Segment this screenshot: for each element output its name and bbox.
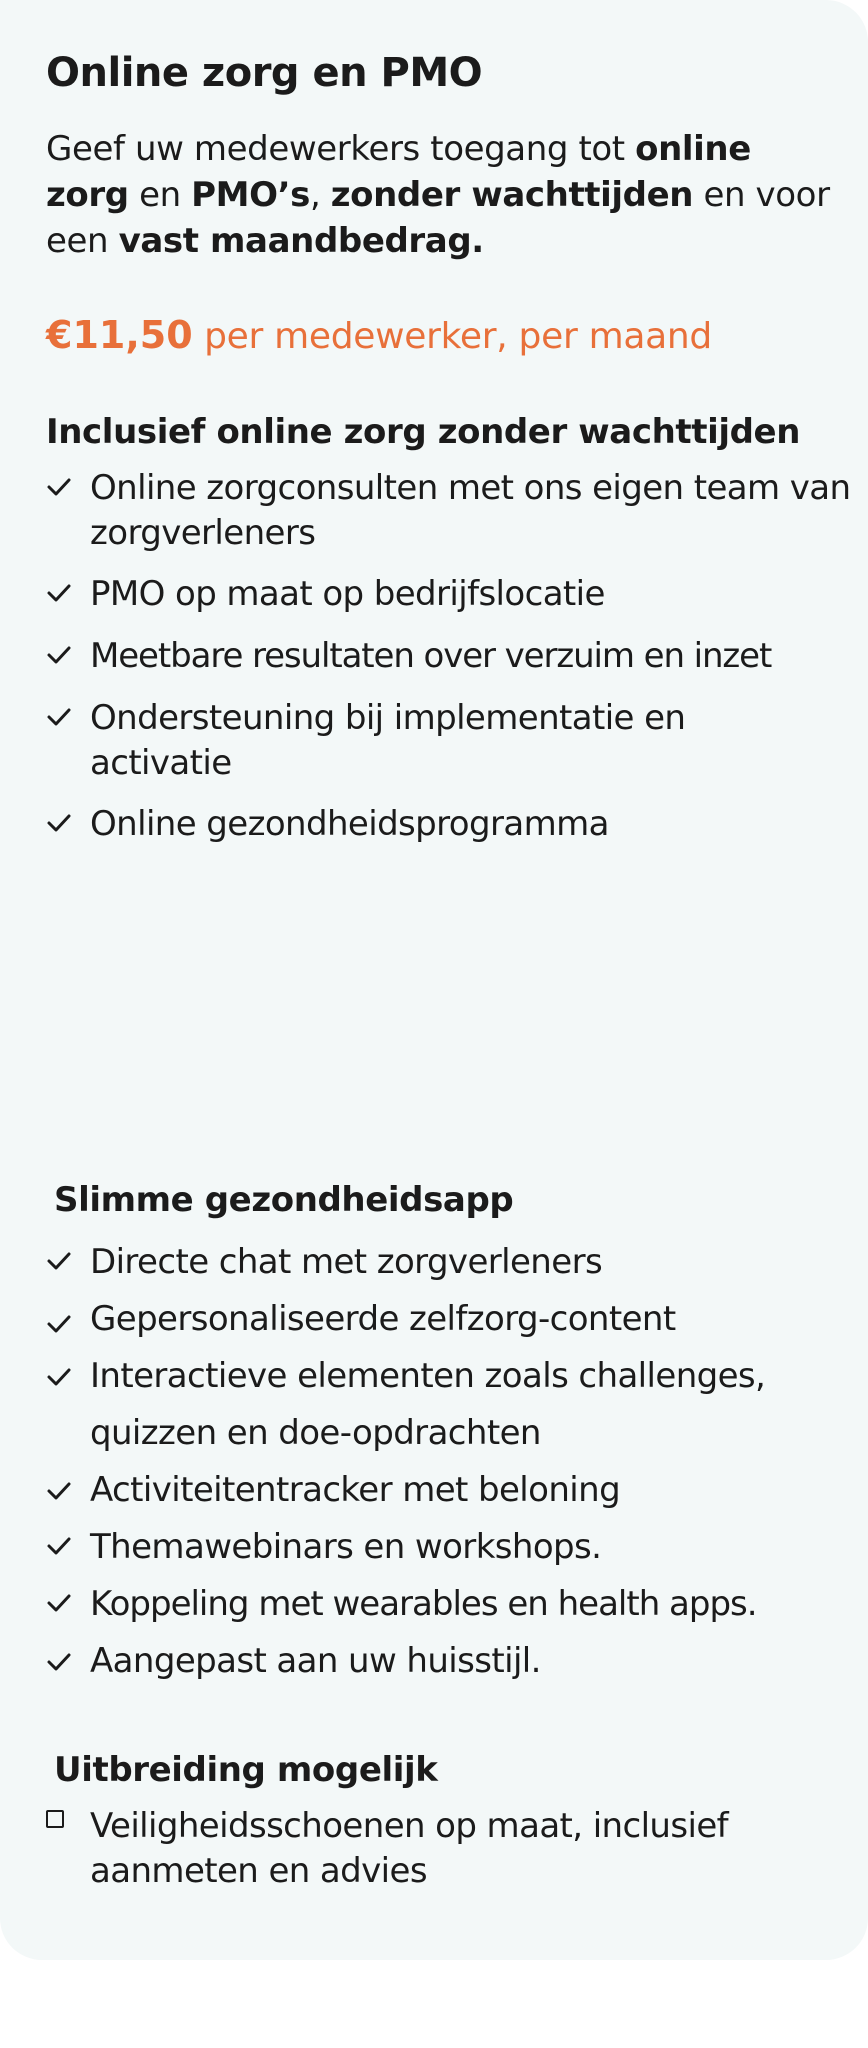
section-head-included [46,412,800,452]
checkbox-icon[interactable] [46,1810,64,1828]
list-item-label: Gepersonaliseerde zelfzorg-content [90,1299,676,1339]
intro-part: Geef uw medewerkers toegang tot [46,129,636,169]
check-icon [46,704,72,730]
list-item-label: Aangepast aan uw huisstijl. [90,1641,541,1681]
intro-bold: vast maandbedrag. [118,221,484,261]
list-item-label: Interactieve elementen zoals challenges, quizzen en doe-opdrachten [90,1356,766,1453]
intro-part: , [309,175,331,215]
check-icon [46,474,72,500]
check-icon [46,1248,72,1274]
list-item-label: Veiligheidsschoenen op maat, inclusief aanmeten en advies [90,1806,729,1891]
check-icon [46,1649,72,1675]
section-head-app: Slimme gezondheidsapp [54,1180,514,1220]
section-head-bold: online zorg [216,412,427,452]
intro-part: en [128,175,192,215]
list-item-label: PMO op maat op bedrijfslocatie [90,574,605,614]
price [46,310,712,362]
price-unit: per medewerker, per maand [204,316,712,357]
check-icon [46,810,72,836]
intro-text [46,126,836,264]
list-item-label: Themawebinars en workshops. [90,1527,602,1567]
intro-part: en voor een [46,175,830,261]
list-item-label: Online gezondheidsprogramma [90,804,609,844]
price-amount: €11,50 [46,313,193,357]
check-icon [46,580,72,606]
check-icon [46,1478,72,1504]
check-icon [46,1364,72,1390]
list-item-label: Online zorgconsulten met ons eigen team van zorgverleners [90,468,851,553]
intro-bold: zonder wachttijden [330,175,694,215]
intro-bold: online zorg [46,129,751,215]
list-item-label: Koppeling met wearables en health apps. [90,1584,757,1624]
section-head-extension: Uitbreiding mogelijk [54,1750,438,1790]
check-icon [46,1533,72,1559]
section-head-part: zonder wachttijden [426,412,801,452]
check-icon [46,1590,72,1616]
list-item-label: Activiteitentracker met beloning [90,1470,621,1510]
list-item-label: Ondersteuning bij implementatie en activatie [90,698,686,783]
check-icon [46,1311,72,1337]
section-head-part: Inclusief [46,412,217,452]
check-icon [46,642,72,668]
card-title: Online zorg en PMO [46,50,483,96]
list-item-label: Meetbare resultaten over verzuim en inzet [90,636,772,676]
list-item-label: Directe chat met zorgverleners [90,1242,603,1282]
intro-bold: PMO’s [191,175,310,215]
